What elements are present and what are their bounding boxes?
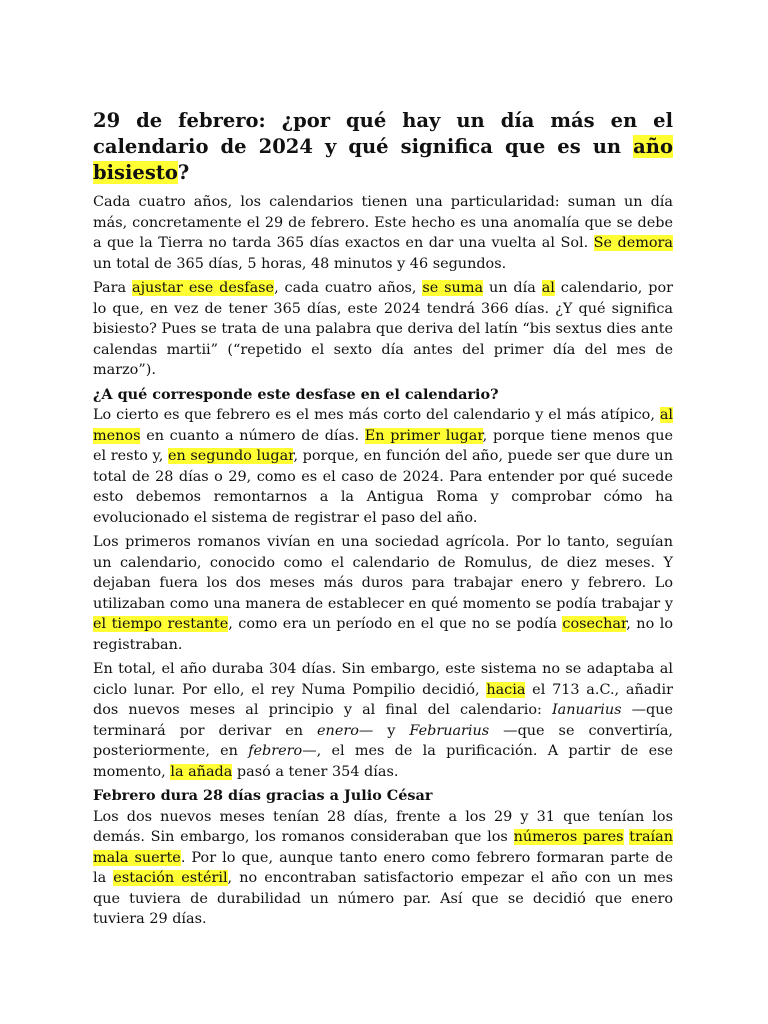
highlight: hacia <box>486 681 526 698</box>
section-heading-2: Febrero dura 28 días gracias a Julio César <box>93 787 433 804</box>
highlight: año bisiesto <box>93 135 673 184</box>
highlight: Se demora <box>593 235 673 251</box>
emphasis: Februarius <box>409 722 490 739</box>
highlight: estación estéril <box>113 870 228 886</box>
paragraph-6: Los dos nuevos meses tenían 28 días, frente a los 29 y 31 que tenían los demás. Sin embargo, los romanos consideraban que los números pares traían mala suerte. Por lo que, aunque tanto enero como febrero formaran parte de la estación estéril, no encontraban satisfactorio empezar el año con un mes que tuviera de durabilidad un número par. Así que se decidió que enero tuviera 29 días. <box>93 808 673 927</box>
emphasis: Ianuarius <box>551 702 622 718</box>
highlight: cosechar <box>562 616 627 632</box>
highlight: al menos <box>93 407 673 444</box>
highlight: en segundo lugar <box>167 448 294 464</box>
paragraph-1: Cada cuatro años, los calendarios tienen una particularidad: suman un día más, concretamente el 29 de febrero. Este hecho es una anomalía que se debe a que la Tierra no tarda 365 días exactos en dar una vuelta al Sol. Se demora un total de 365 días, 5 horas, 48 minutos y 46 segundos. <box>93 194 673 272</box>
highlight: En primer lugar <box>364 427 483 444</box>
highlight: la añada <box>170 763 233 780</box>
emphasis: febrero <box>248 743 303 759</box>
section-heading-1: ¿A qué corresponde este desfase en el calendario? <box>93 385 499 403</box>
paragraph-4: Los primeros romanos vivían en una sociedad agrícola. Por lo tanto, seguían un calendario, conocido como el calendario de Romulus, de diez meses. Y dejaban fuera los dos meses más duros para trabajar enero y febrero. Lo utilizaban como una manera de establecer en qué momento se podía trabajar y el tiempo restante, como era un período en el que no se podía cosechar, no lo registraban. <box>93 534 673 653</box>
highlight: el tiempo restante <box>93 616 229 632</box>
emphasis: enero <box>317 722 359 739</box>
highlight: números pares <box>513 829 624 845</box>
document-page <box>93 108 673 934</box>
highlight: ajustar ese desfase <box>131 280 275 296</box>
paragraph-2: Para ajustar ese desfase, cada cuatro años, se suma un día al calendario, por lo que, en vez de tener 365 días, este 2024 tendrá 366 días. ¿Y qué significa bisiesto? Pues se trata de una palabra que deriva del latín “bis sextus dies ante calendas martii” (“repetido el sexto día antes del primer día del mes de marzo”). <box>93 280 673 378</box>
paragraph-3: Lo cierto es que febrero es el mes más corto del calendario y el más atípico, al menos en cuanto a número de días. En primer lugar, porque tiene menos que el resto y, en segundo lugar, porque, en función del año, puede ser que dure un total de 28 días o 29, como es el caso de 2024. Para entender por qué sucede esto debemos remontarnos a la Antigua Roma y comprobar cómo ha evolucionado el sistema de registrar el paso del año. <box>93 407 673 526</box>
highlight: traían mala suerte <box>93 829 673 866</box>
paragraph-5: En total, el año duraba 304 días. Sin embargo, este sistema no se adaptaba al ciclo lunar. Por ello, el rey Numa Pompilio decidió, hacia el 713 a.C., añadir dos nuevos meses al principio y al final del calendario: Ianuarius —que terminará por derivar en enero— y Februarius —que se convertiría, posteriormente, en febrero—, el mes de la purificación. A partir de ese momento, la añada pasó a tener 354 días. <box>93 661 673 780</box>
article-title: 29 de febrero: ¿por qué hay un día más en el calendario de 2024 y qué significa que es un año bisiesto? <box>93 109 673 184</box>
highlight: al <box>541 280 555 296</box>
highlight: se suma <box>422 280 484 296</box>
